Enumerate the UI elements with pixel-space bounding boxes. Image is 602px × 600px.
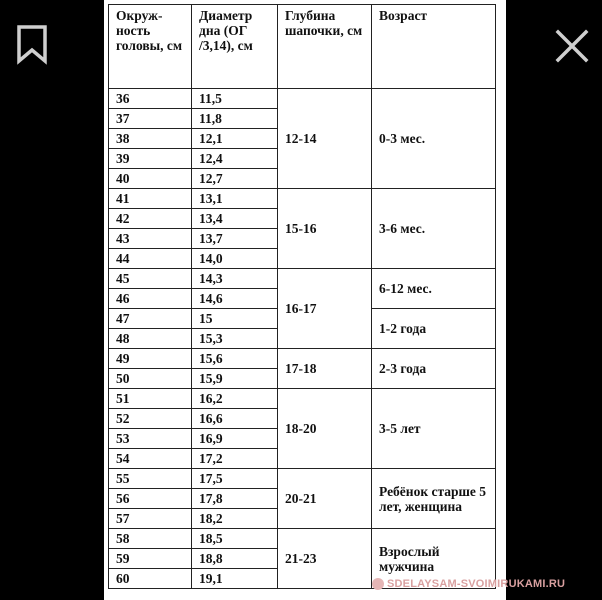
cell-diameter: 19,1 (192, 569, 278, 589)
cell-circumference: 53 (109, 429, 192, 449)
cell-circumference: 37 (109, 109, 192, 129)
cell-circumference: 48 (109, 329, 192, 349)
cell-diameter: 16,6 (192, 409, 278, 429)
cell-diameter: 16,2 (192, 389, 278, 409)
cell-diameter: 12,7 (192, 169, 278, 189)
cell-circumference: 56 (109, 489, 192, 509)
cell-circumference: 45 (109, 269, 192, 289)
watermark (372, 578, 565, 590)
cell-circumference: 59 (109, 549, 192, 569)
cell-diameter: 13,4 (192, 209, 278, 229)
cell-age: 0-3 мес. (372, 89, 496, 189)
cell-circumference: 40 (109, 169, 192, 189)
hat-size-table (108, 4, 496, 589)
cell-circumference: 47 (109, 309, 192, 329)
cell-circumference: 38 (109, 129, 192, 149)
cell-diameter: 17,5 (192, 469, 278, 489)
cell-diameter: 13,1 (192, 189, 278, 209)
table-row (109, 189, 496, 209)
cell-circumference: 57 (109, 509, 192, 529)
cell-circumference: 41 (109, 189, 192, 209)
cell-diameter: 14,3 (192, 269, 278, 289)
header-diameter: Диаметр дна (ОГ /3,14), см (192, 5, 278, 89)
cell-diameter: 15 (192, 309, 278, 329)
table-row (109, 389, 496, 409)
cell-depth: 15-16 (278, 189, 372, 269)
cell-depth: 17-18 (278, 349, 372, 389)
cell-age: 6-12 мес. (372, 269, 496, 309)
watermark-text: SDELAYSAM-SVOIMIRUKAMI.RU (387, 578, 566, 590)
cell-diameter: 15,9 (192, 369, 278, 389)
cell-diameter: 17,8 (192, 489, 278, 509)
cell-age: Взрослый мужчина (372, 529, 496, 589)
bookmark-icon[interactable] (14, 24, 50, 64)
cell-circumference: 39 (109, 149, 192, 169)
header-circumference: Окруж-ность головы, см (109, 5, 192, 89)
cell-circumference: 46 (109, 289, 192, 309)
cell-age: 3-5 лет (372, 389, 496, 469)
table-row (109, 269, 496, 289)
cell-diameter: 13,7 (192, 229, 278, 249)
table-row (109, 529, 496, 549)
size-chart-image (104, 0, 566, 600)
cell-age: Ребёнок старше 5 лет, женщина (372, 469, 496, 529)
cell-diameter: 14,6 (192, 289, 278, 309)
cell-circumference: 52 (109, 409, 192, 429)
cell-age: 3-6 мес. (372, 189, 496, 269)
cell-circumference: 42 (109, 209, 192, 229)
cell-circumference: 44 (109, 249, 192, 269)
cell-depth: 12-14 (278, 89, 372, 189)
table-row (109, 89, 496, 109)
cell-diameter: 18,8 (192, 549, 278, 569)
cell-circumference: 54 (109, 449, 192, 469)
cell-depth: 18-20 (278, 389, 372, 469)
watermark-logo-icon (372, 578, 384, 590)
cell-depth: 16-17 (278, 269, 372, 349)
cell-diameter: 12,4 (192, 149, 278, 169)
cell-circumference: 50 (109, 369, 192, 389)
cell-circumference: 43 (109, 229, 192, 249)
close-icon[interactable] (554, 28, 590, 64)
table-header-row (109, 5, 496, 89)
cell-diameter: 11,5 (192, 89, 278, 109)
cell-circumference: 49 (109, 349, 192, 369)
cell-depth: 20-21 (278, 469, 372, 529)
header-age: Возраст (372, 5, 496, 89)
cell-diameter: 12,1 (192, 129, 278, 149)
cell-diameter: 18,5 (192, 529, 278, 549)
cell-diameter: 18,2 (192, 509, 278, 529)
cell-depth: 21-23 (278, 529, 372, 589)
header-depth: Глубина шапочки, см (278, 5, 372, 89)
cell-diameter: 11,8 (192, 109, 278, 129)
cell-circumference: 58 (109, 529, 192, 549)
cell-diameter: 14,0 (192, 249, 278, 269)
cell-circumference: 36 (109, 89, 192, 109)
cell-diameter: 15,3 (192, 329, 278, 349)
cell-age: 1-2 года (372, 309, 496, 349)
table-row (109, 469, 496, 489)
table-body (109, 89, 496, 589)
table-row (109, 349, 496, 369)
cell-diameter: 16,9 (192, 429, 278, 449)
cell-age: 2-3 года (372, 349, 496, 389)
cell-diameter: 17,2 (192, 449, 278, 469)
cell-circumference: 51 (109, 389, 192, 409)
cell-circumference: 60 (109, 569, 192, 589)
cell-diameter: 15,6 (192, 349, 278, 369)
cell-circumference: 55 (109, 469, 192, 489)
